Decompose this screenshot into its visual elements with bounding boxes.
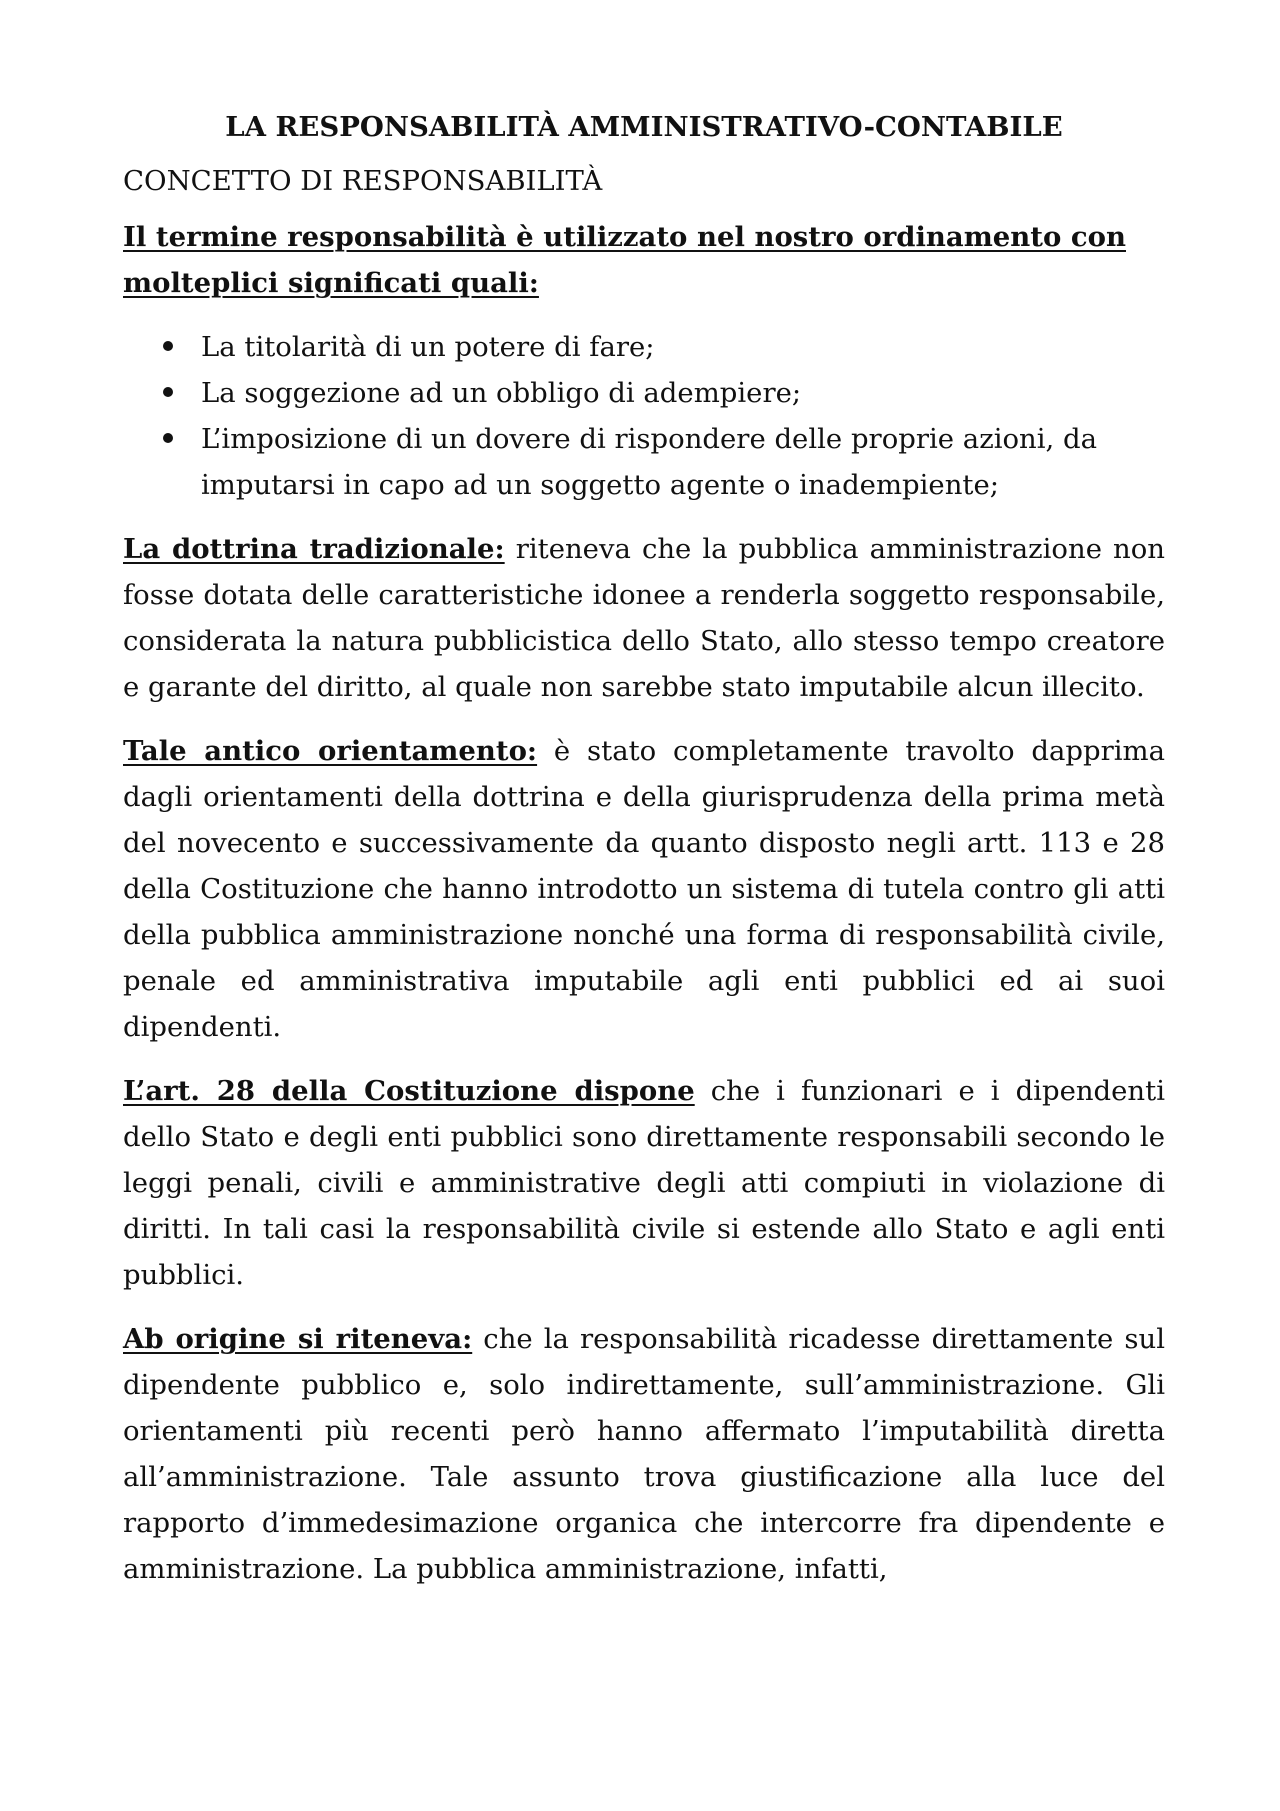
list-item: [201, 416, 1165, 508]
paragraph-lead: L’art. 28 della Costituzione dispone: [123, 1075, 695, 1107]
paragraph-text: che la responsabilità ricadesse direttamente sul dipendente pubblico e, solo indirettamente, sull’amministrazione. Gli orientamenti più recenti però hanno affermato l’imputabilità diretta all’amministrazione. Tale assunto trova giustificazione alla luce del rapporto d’immedesimazione organica che intercorre fra dipendente e amministrazione. La pubblica amministrazione, infatti,: [123, 1323, 1165, 1585]
paragraph-antico-orientamento: [123, 728, 1165, 1050]
list-item: [201, 370, 1165, 416]
list-item-text: La soggezione ad un obbligo di adempiere;: [201, 377, 802, 409]
document-page: [123, 104, 1165, 1592]
list-item-text: L’imposizione di un dovere di rispondere delle proprie azioni, da imputarsi in capo ad un soggetto agente o inadempiente;: [201, 423, 1098, 501]
paragraph-lead: Tale antico orientamento:: [123, 735, 538, 767]
list-item: [201, 324, 1165, 370]
paragraph-art-28: [123, 1068, 1165, 1298]
paragraph-dottrina-tradizionale: [123, 526, 1165, 710]
section-heading: CONCETTO DI RESPONSABILITÀ: [123, 165, 603, 197]
meanings-list: [123, 324, 1165, 508]
intro-statement: Il termine responsabilità è utilizzato nel nostro ordinamento con molteplici significati quali:: [123, 221, 1126, 299]
paragraph-lead: Ab origine si riteneva:: [123, 1323, 473, 1355]
paragraph-text: che i funzionari e i dipendenti dello Stato e degli enti pubblici sono direttamente responsabili secondo le leggi penali, civili e amministrative degli atti compiuti in violazione di diritti. In tali casi la responsabilità civile si estende allo Stato e agli enti pubblici.: [123, 1075, 1165, 1291]
paragraph-ab-origine: [123, 1316, 1165, 1592]
bullet-icon: [163, 341, 173, 351]
document-title: LA RESPONSABILITÀ AMMINISTRATIVO-CONTABILE: [225, 111, 1063, 143]
paragraph-lead: La dottrina tradizionale:: [123, 533, 505, 565]
bullet-icon: [163, 433, 173, 443]
bullet-icon: [163, 387, 173, 397]
paragraph-text: riteneva che la pubblica amministrazione non fosse dotata delle caratteristiche idonee a renderla soggetto responsabile, considerata la natura pubblicistica dello Stato, allo stesso tempo creatore e garante del diritto, al quale non sarebbe stato imputabile alcun illecito.: [123, 533, 1165, 703]
paragraph-text: è stato completamente travolto dapprima dagli orientamenti della dottrina e della giurisprudenza della prima metà del novecento e successivamente da quanto disposto negli artt. 113 e 28 della Costituzione che hanno introdotto un sistema di tutela contro gli atti della pubblica amministrazione nonché una forma di responsabilità civile, penale ed amministrativa imputabile agli enti pubblici ed ai suoi dipendenti.: [123, 735, 1165, 1043]
list-item-text: La titolarità di un potere di fare;: [201, 331, 655, 363]
